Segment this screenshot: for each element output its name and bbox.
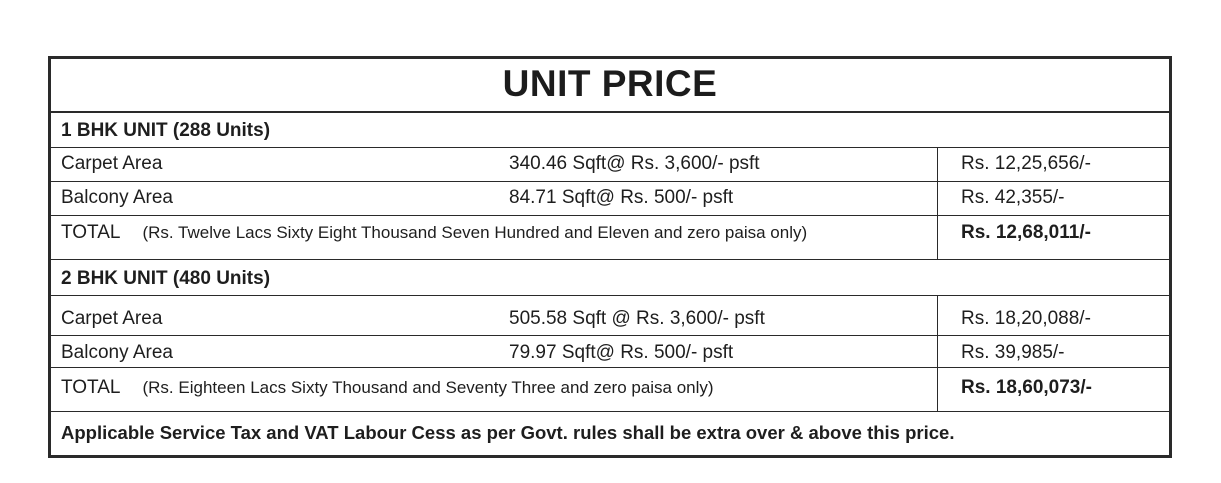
row-amount: Rs. 42,355/- <box>961 187 1065 208</box>
row-amount: Rs. 39,985/- <box>961 342 1065 363</box>
footnote: Applicable Service Tax and VAT Labour Cess as per Govt. rules shall be extra over & above this price. <box>61 422 955 443</box>
section-heading-1bhk: 1 BHK UNIT (288 Units) <box>61 120 271 141</box>
divider <box>51 215 1169 216</box>
divider <box>51 367 1169 368</box>
total-amount: Rs. 18,60,073/- <box>961 377 1092 398</box>
divider <box>51 147 1169 148</box>
row-label: Balcony Area <box>61 187 173 208</box>
unit-price-table <box>48 56 1172 458</box>
section-heading-2bhk: 2 BHK UNIT (480 Units) <box>61 268 271 289</box>
row-label: Balcony Area <box>61 342 173 363</box>
row-label: Carpet Area <box>61 153 163 174</box>
total-words: (Rs. Eighteen Lacs Sixty Thousand and Seventy Three and zero paisa only) <box>142 378 714 397</box>
total-amount: Rs. 12,68,011/- <box>961 222 1091 243</box>
row-label: Carpet Area <box>61 308 163 329</box>
divider <box>51 259 1169 260</box>
divider <box>51 411 1169 412</box>
row-amount: Rs. 18,20,088/- <box>961 308 1091 329</box>
total-row <box>61 222 807 244</box>
total-label: TOTAL <box>61 222 121 243</box>
total-row <box>61 377 714 399</box>
total-words: (Rs. Twelve Lacs Sixty Eight Thousand Seven Hundred and Eleven and zero paisa only) <box>142 223 808 242</box>
divider <box>51 295 1169 296</box>
row-amount: Rs. 12,25,656/- <box>961 153 1091 174</box>
column-divider <box>937 147 938 259</box>
column-divider <box>937 295 938 411</box>
row-detail: 79.97 Sqft@ Rs. 500/- psft <box>509 342 734 363</box>
divider <box>51 111 1169 113</box>
table-title: UNIT PRICE <box>502 63 718 104</box>
row-detail: 340.46 Sqft@ Rs. 3,600/- psft <box>509 153 760 174</box>
row-detail: 505.58 Sqft @ Rs. 3,600/- psft <box>509 308 765 329</box>
divider <box>51 181 1169 182</box>
total-label: TOTAL <box>61 377 121 398</box>
row-detail: 84.71 Sqft@ Rs. 500/- psft <box>509 187 734 208</box>
divider <box>51 335 1169 336</box>
